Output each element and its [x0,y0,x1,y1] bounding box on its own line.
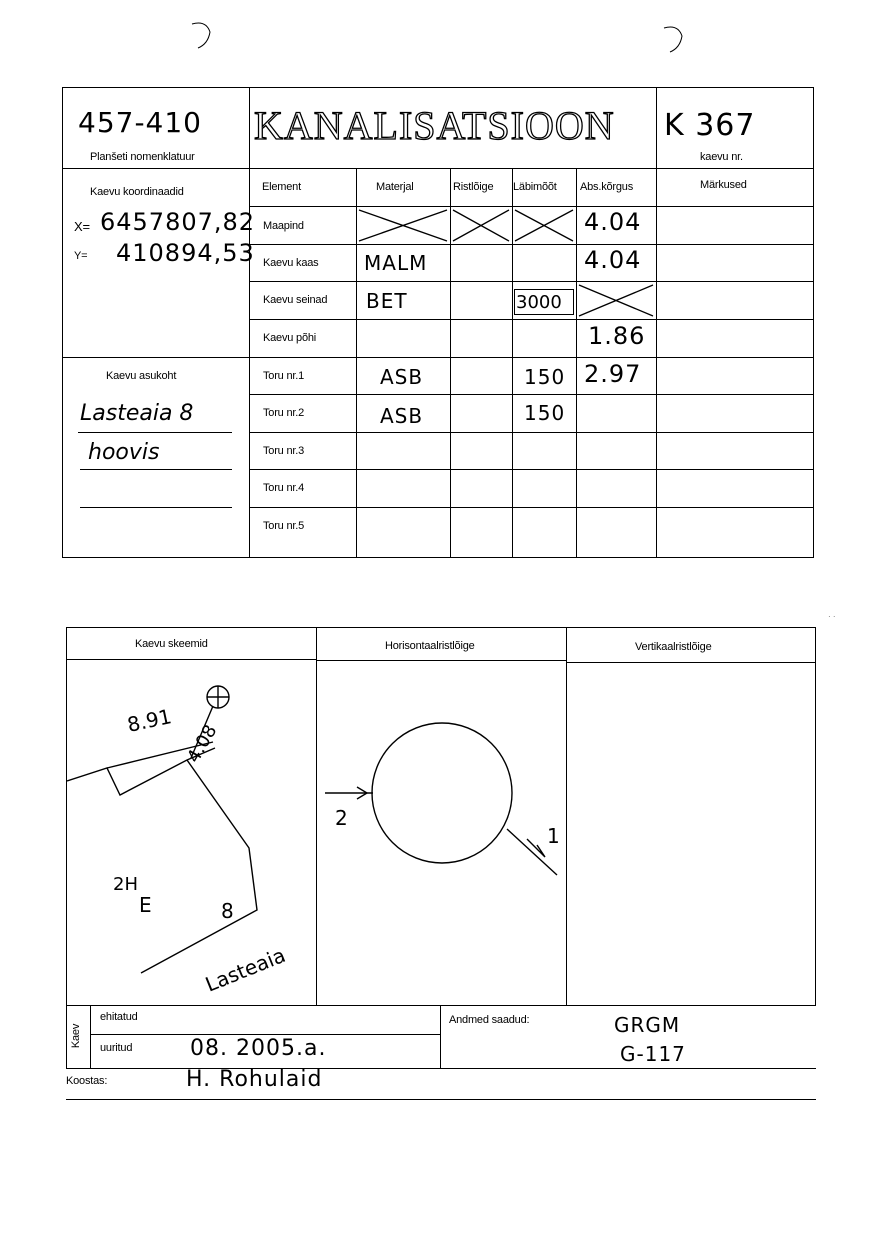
cell-height: 4.04 [584,208,642,236]
crossed-cell-maapind-section [451,207,512,244]
cell-height: 4.04 [584,246,642,274]
site-sketch [67,660,316,1005]
row-element: Toru nr.5 [263,520,305,532]
surveyed-date: 08. 2005.a. [190,1036,327,1061]
sketch-dim-side: 4.08 [183,721,222,767]
row-element: Toru nr.4 [263,482,305,494]
cell-diameter: 3000 [516,292,562,313]
horizontal-section-label: Horisontaalristlõige [385,640,475,652]
built-label: ehitatud [100,1011,138,1023]
crossed-cell-seinad-height [577,282,656,319]
kaev-label: Kaev [70,1023,83,1049]
data-source-value-1: GRGM [614,1013,681,1037]
y-coordinate-value: 410894,53 [116,239,255,267]
pipe-out-label: 1 [547,824,560,848]
sketch-dim-right: 8 [221,899,234,923]
row-element: Toru nr.1 [263,370,305,382]
crossed-cell-maapind-material [357,207,450,244]
margin-dots: · · [828,612,836,621]
cell-height: 1.86 [588,322,646,350]
sketch-street-label: Lasteaia [201,942,289,997]
row-element: Kaevu kaas [263,257,319,269]
sketch-dim-top: 8.91 [125,704,174,737]
col-header-height: Abs.kõrgus [580,181,634,193]
coordinates-label: Kaevu koordinaadid [90,186,184,198]
cell-diameter: 150 [524,401,566,425]
sketch-building-type: E [139,893,152,917]
surveyed-label: uuritud [100,1042,133,1054]
punch-hole-left [190,18,220,58]
row-element: Toru nr.3 [263,445,305,457]
row-element: Kaevu seinad [263,294,328,306]
col-header-diameter: Läbimõõt [513,181,557,193]
col-header-element: Element [262,181,301,193]
data-source-label: Andmed saadud: [449,1014,530,1026]
nomenclature-label: Planšeti nomenklatuur [90,151,195,163]
sketch-building-label: 2H [113,874,138,895]
page-title: KANALISATSIOON [254,103,615,148]
author-label: Koostas: [66,1075,108,1087]
pipe-in-label: 2 [335,806,348,830]
cell-material: MALM [364,251,428,275]
row-element: Maapind [263,220,304,232]
col-header-section: Ristlõige [453,181,494,193]
punch-hole-right [662,22,692,62]
cell-material: ASB [380,365,424,389]
well-number-label: kaevu nr. [700,151,743,163]
horizontal-section-drawing [317,661,566,1005]
nomenclature-value: 457-410 [78,106,202,139]
author-value: H. Rohulaid [186,1067,323,1092]
y-label: Y= [74,250,88,262]
cell-height: 2.97 [584,360,642,388]
well-number-value: K 367 [664,108,756,143]
x-coordinate-value: 6457807,82 [100,208,256,236]
location-line-1: Lasteaia 8 [80,401,194,426]
cell-material: ASB [380,404,424,428]
data-source-value-2: G-117 [620,1042,686,1066]
cell-diameter: 150 [524,365,566,389]
col-header-notes: Märkused [700,179,747,191]
x-label: X= [74,219,90,234]
sketch-col-label: Kaevu skeemid [135,638,208,650]
crossed-cell-maapind-diameter [513,207,576,244]
row-element: Kaevu põhi [263,332,317,344]
cell-material: BET [366,289,408,313]
row-element: Toru nr.2 [263,407,305,419]
vertical-section-label: Vertikaalristlõige [635,641,712,653]
location-label: Kaevu asukoht [106,370,177,382]
location-line-2: hoovis [88,440,160,465]
col-header-material: Materjal [376,181,414,193]
